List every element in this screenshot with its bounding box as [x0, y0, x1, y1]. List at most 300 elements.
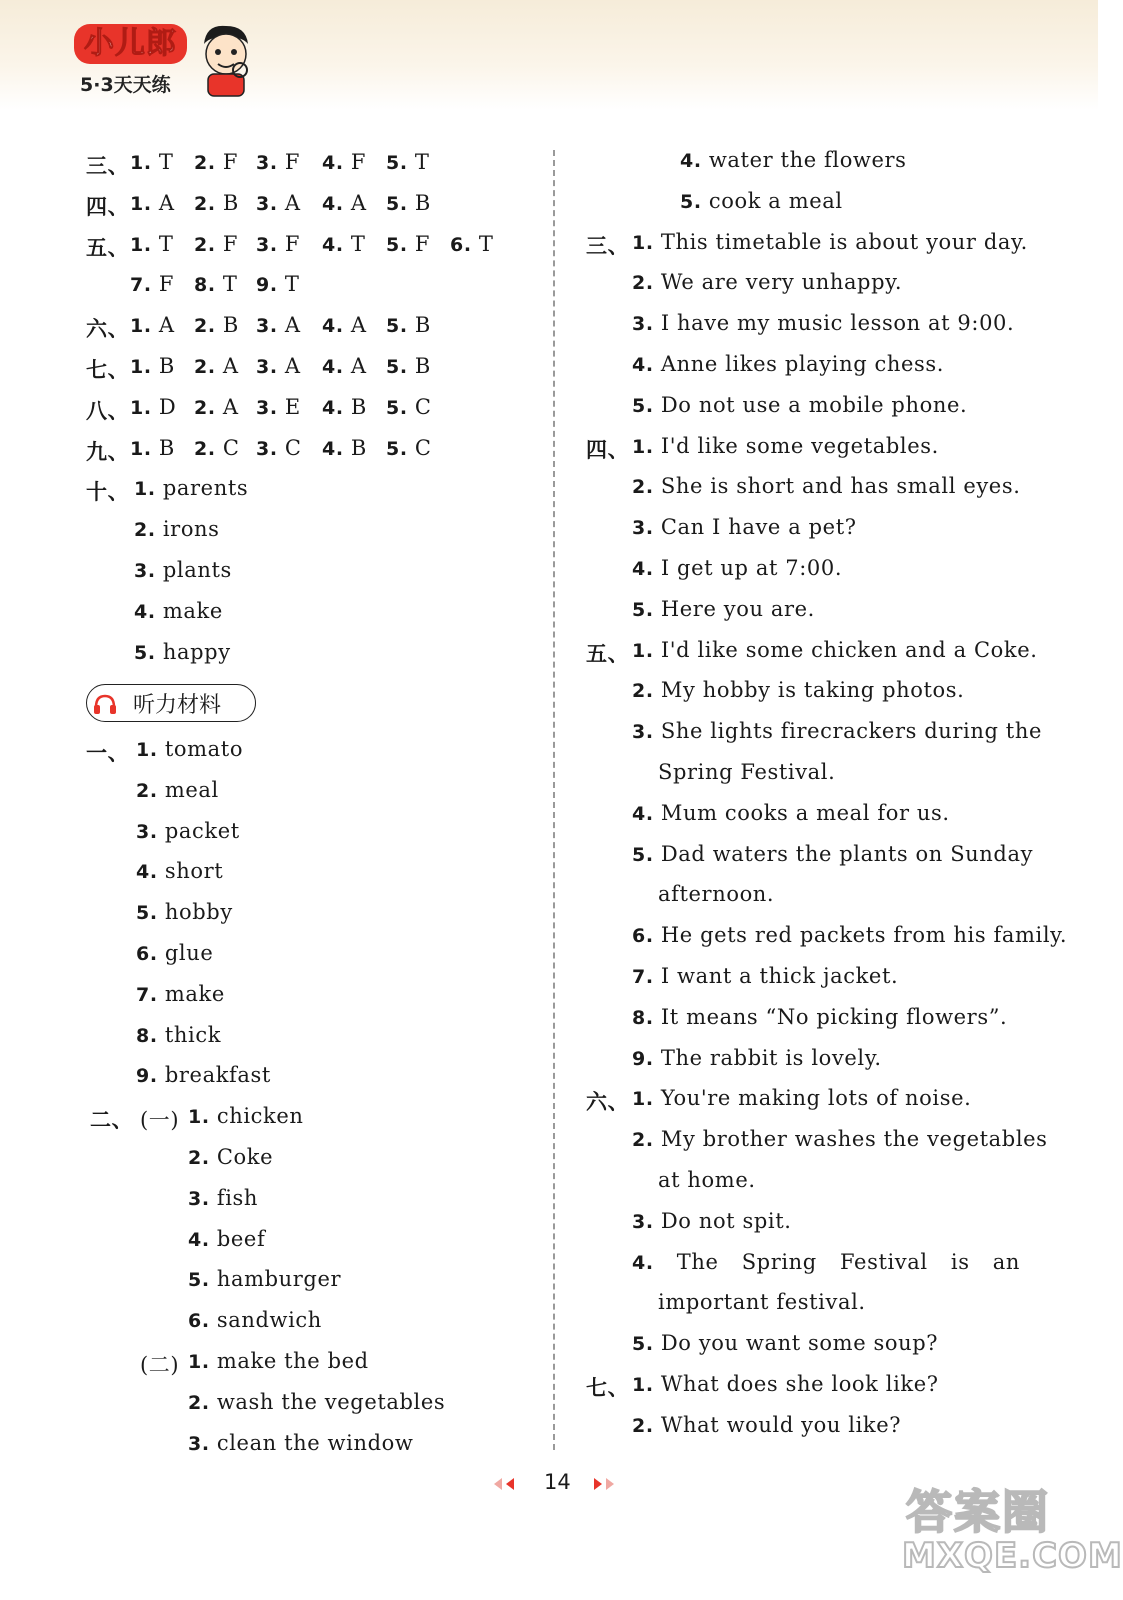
item-text: T [151, 150, 174, 174]
sentence-line [632, 515, 857, 539]
item-text: F [215, 231, 239, 256]
item-number: 9. [136, 1065, 165, 1088]
item-number: 4. [322, 315, 344, 338]
item-text: B [151, 354, 175, 378]
item-text: water the flowers [708, 148, 907, 172]
section-marker: 四、 [586, 437, 630, 462]
sentence-line [632, 964, 898, 988]
next-arrows-icon [590, 1476, 624, 1492]
item-text: What does she look like? [660, 1372, 939, 1396]
item-text: C [215, 435, 240, 460]
item-number: 3. [256, 437, 278, 460]
item-number: 4. [322, 356, 344, 378]
answer-item [322, 436, 367, 460]
item-text: cook a meal [708, 188, 843, 213]
item-number: 1. [632, 435, 661, 458]
section-marker: 五、 [86, 235, 130, 260]
sentence-line [632, 1086, 971, 1110]
item-text: C [407, 394, 432, 419]
item-text: make [162, 598, 223, 623]
item-number: 3. [256, 396, 278, 419]
item-number: 4. [632, 558, 661, 580]
answer-item [256, 232, 300, 256]
item-text: A [277, 313, 301, 338]
item-number: 1. [632, 1088, 661, 1111]
item-text: We are very unhappy. [660, 270, 903, 295]
item-number: 7. [136, 983, 165, 1006]
column-divider [553, 150, 555, 1450]
item-number: 4. [134, 600, 163, 623]
sentence-line [632, 719, 1042, 743]
item-number: 4. [188, 1228, 217, 1251]
item-number: 5. [632, 843, 661, 866]
answer-line [134, 476, 248, 500]
item-text: Anne likes playing chess. [660, 352, 945, 376]
answer-item [194, 272, 238, 296]
item-text: T [277, 272, 300, 297]
item-number: 2. [188, 1147, 217, 1169]
item-number: 4. [322, 396, 344, 419]
listening-word [188, 1227, 265, 1251]
item-text: beef [216, 1226, 266, 1251]
item-number: 4. [322, 192, 344, 215]
answer-item [386, 313, 431, 337]
item-number: 1. [188, 1351, 217, 1373]
item-number: 1. [130, 152, 152, 174]
item-text: What would you like? [660, 1412, 902, 1437]
item-text: You're making lots of noise. [660, 1086, 972, 1111]
item-text: T [151, 231, 174, 256]
item-text: Do not use a mobile phone. [660, 392, 968, 417]
sub-part-label: (二) [140, 1353, 180, 1377]
answer-item [130, 395, 176, 419]
item-text: irons [162, 517, 220, 542]
section-marker: 五、 [586, 641, 630, 666]
item-text: This timetable is about your day. [660, 229, 1028, 254]
item-number: 3. [256, 356, 278, 378]
answer-item [194, 150, 238, 174]
item-number: 5. [386, 152, 408, 174]
sentence-line [632, 230, 1028, 254]
item-number: 6. [450, 233, 472, 256]
item-number: 4. [632, 354, 661, 376]
sentence-line [632, 1046, 882, 1070]
item-number: 3. [134, 560, 163, 582]
item-number: 1. [188, 1106, 217, 1129]
item-number: 3. [136, 820, 165, 843]
item-number: 4. [322, 437, 344, 460]
item-number: 5. [386, 233, 408, 256]
item-text: A [343, 190, 367, 215]
item-text: F [215, 150, 239, 174]
section-marker: 十、 [86, 480, 130, 505]
item-number: 8. [632, 1006, 661, 1029]
item-text: I get up at 7:00. [660, 556, 843, 580]
sentence-line [632, 801, 950, 825]
listening-word [136, 982, 225, 1006]
item-number: 2. [632, 680, 661, 703]
answer-item [386, 354, 431, 378]
item-text: F [343, 150, 367, 174]
item-number: 4. [136, 861, 165, 884]
answer-line [134, 517, 220, 541]
item-number: 2. [194, 315, 216, 338]
answer-item [322, 191, 367, 215]
item-number: 5. [136, 902, 165, 925]
item-text: E [277, 394, 301, 419]
answer-item [256, 150, 300, 174]
item-number: 6. [188, 1310, 217, 1333]
item-text: happy [162, 639, 231, 664]
item-number: 6. [136, 943, 165, 965]
listening-word [136, 941, 213, 965]
sentence-line [632, 597, 815, 621]
item-text: glue [164, 941, 214, 965]
item-number: 4. [680, 150, 709, 172]
item-text: B [407, 354, 431, 378]
section-marker: 二、 [90, 1108, 134, 1133]
sentence-line [632, 842, 1033, 866]
listening-word [136, 778, 219, 802]
item-number: 5. [386, 315, 408, 338]
item-text: A [215, 354, 239, 378]
item-text: T [407, 150, 430, 174]
listening-word [188, 1308, 322, 1332]
listening-word [136, 859, 223, 883]
item-text: thick [164, 1022, 222, 1047]
item-text: T [343, 231, 366, 256]
watermark-top: 答案圈 [906, 1485, 1050, 1539]
section-marker: 一、 [86, 741, 130, 765]
item-number: 1. [632, 639, 661, 662]
answer-item [194, 354, 239, 378]
item-text: Coke [216, 1145, 274, 1169]
sentence-line [632, 638, 1038, 662]
page-navigation [490, 1470, 640, 1500]
item-number: 3. [256, 152, 278, 174]
item-text: parents [162, 476, 249, 501]
sentence-continuation [658, 882, 774, 906]
answer-line [134, 558, 232, 582]
listening-word [188, 1186, 258, 1210]
item-number: 8. [136, 1024, 165, 1047]
answer-item [194, 191, 239, 215]
sentence-continuation [658, 1168, 756, 1192]
sentence-continuation [658, 760, 835, 784]
listening-phrase [680, 189, 843, 213]
item-text: make the bed [216, 1349, 369, 1373]
item-text: The Spring Festival is an [676, 1249, 1020, 1274]
section-marker: 三、 [86, 154, 130, 178]
item-text: A [151, 313, 175, 338]
item-text: make [164, 981, 225, 1006]
answer-item [386, 232, 430, 256]
mascot-icon [196, 22, 254, 98]
listening-phrase [188, 1390, 445, 1414]
listening-word [136, 1023, 221, 1047]
answer-item [322, 150, 366, 174]
sentence-line [632, 434, 939, 458]
item-number: 3. [632, 517, 661, 540]
item-number: 1. [130, 437, 152, 460]
answer-item [322, 232, 366, 256]
item-text: hobby [164, 900, 233, 925]
item-number: 3. [632, 721, 661, 744]
item-number: 2. [134, 519, 163, 542]
item-text: packet [164, 818, 240, 843]
item-text: F [277, 231, 301, 256]
item-text: tomato [164, 737, 244, 761]
previous-arrows-icon [492, 1476, 526, 1492]
listening-word [136, 900, 233, 924]
item-number: 5. [188, 1269, 217, 1292]
section-marker: 八、 [86, 398, 130, 423]
sentence-line [632, 311, 1014, 335]
sentence-line [632, 474, 1021, 498]
section-marker: 六、 [86, 317, 130, 342]
answer-line [134, 640, 231, 664]
item-number: 6. [632, 925, 661, 948]
sub-part-label: (一) [140, 1108, 180, 1133]
item-text: D [151, 394, 177, 419]
item-text: C [277, 435, 302, 460]
listening-word [188, 1267, 341, 1291]
item-text: F [151, 272, 175, 297]
section-marker: 四、 [86, 194, 130, 219]
item-text: A [151, 190, 175, 215]
watermark [902, 1476, 1123, 1586]
item-number: 4. [322, 152, 344, 174]
item-number: 2. [136, 779, 165, 802]
item-number: 5. [680, 190, 709, 213]
item-number: 2. [632, 272, 661, 295]
item-text: F [407, 231, 431, 256]
answer-item [130, 436, 175, 460]
item-number: 2. [194, 233, 216, 256]
answer-item [130, 313, 175, 337]
item-number: 1. [130, 192, 152, 215]
item-text: A [343, 313, 367, 338]
item-text: Mum cooks a meal for us. [660, 800, 950, 825]
sentence-line [632, 1331, 938, 1355]
answer-item [130, 272, 174, 296]
answer-item [130, 232, 174, 256]
item-text: The rabbit is lovely. [660, 1045, 882, 1070]
item-number: 9. [632, 1047, 661, 1070]
item-number: 1. [632, 1374, 661, 1396]
item-number: 5. [386, 396, 408, 419]
answer-item [386, 395, 432, 419]
listening-label-text: 听力材料 [133, 693, 222, 718]
item-text: She is short and has small eyes. [660, 474, 1021, 499]
listening-word [188, 1145, 273, 1169]
item-number: 8. [194, 274, 216, 297]
answer-item [130, 354, 175, 378]
listening-phrase [188, 1349, 369, 1373]
item-text: B [343, 394, 367, 419]
item-number: 1. [130, 356, 152, 378]
item-text: A [215, 394, 239, 419]
answer-item [256, 436, 302, 460]
answer-item [322, 395, 367, 419]
item-number: 7. [130, 274, 152, 297]
item-text: A [277, 354, 301, 378]
listening-word [136, 819, 240, 843]
item-number: 5. [386, 356, 408, 378]
item-number: 5. [386, 437, 408, 460]
item-text: meal [164, 777, 219, 802]
answer-item [256, 272, 300, 296]
logo-title: 小儿郎 [74, 24, 187, 64]
answer-item [194, 436, 240, 460]
item-number: 2. [194, 396, 216, 419]
item-text: Dad waters the plants on Sunday [660, 841, 1034, 866]
item-number: 2. [632, 1414, 661, 1437]
answer-item [386, 150, 430, 174]
item-text: short [164, 859, 224, 884]
answer-item [450, 232, 494, 256]
item-text: T [471, 231, 494, 256]
listening-word [136, 737, 243, 761]
item-number: 3. [632, 313, 661, 336]
answer-item [256, 395, 301, 419]
item-number: 1. [632, 231, 661, 254]
item-text: B [215, 313, 239, 338]
sentence-line [632, 1005, 1007, 1029]
item-number: 1. [134, 478, 163, 501]
item-text: B [407, 313, 431, 338]
item-text: C [407, 435, 432, 460]
item-number: 5. [134, 641, 163, 664]
listening-phrase [188, 1431, 413, 1455]
item-number: 1. [130, 233, 152, 256]
listening-material-label [86, 684, 256, 722]
item-text: She lights firecrackers during the [660, 719, 1043, 744]
publisher-logo [72, 20, 262, 100]
section-marker: 九、 [86, 439, 130, 464]
item-text: B [215, 190, 239, 215]
sentence-line [632, 1127, 1048, 1151]
page-number: 14 [544, 1470, 571, 1494]
listening-word [188, 1104, 304, 1128]
answer-item [194, 313, 239, 337]
item-text: A [277, 190, 301, 215]
item-number: 3. [256, 192, 278, 215]
sentence-line [632, 270, 902, 294]
item-number: 2. [194, 152, 216, 174]
sentence-line [632, 678, 964, 702]
item-number: 5. [632, 1333, 661, 1356]
item-number: 3. [256, 315, 278, 338]
answer-item [194, 232, 238, 256]
answer-item [130, 191, 175, 215]
item-number: 3. [188, 1432, 217, 1455]
item-text: sandwich [216, 1308, 322, 1333]
item-number: 2. [188, 1391, 217, 1414]
item-text: important festival. [658, 1290, 866, 1315]
headphones-icon [93, 693, 117, 715]
item-number: 1. [130, 315, 152, 338]
section-marker: 六、 [586, 1090, 630, 1115]
item-number: 4. [322, 233, 344, 256]
item-text: My brother washes the vegetables [660, 1127, 1048, 1152]
item-number: 1. [130, 396, 152, 419]
item-text: afternoon. [658, 882, 775, 907]
item-number: 3. [188, 1187, 217, 1210]
item-number: 5. [632, 394, 661, 417]
item-number: 2. [632, 1129, 661, 1152]
item-text: B [407, 190, 431, 215]
item-text: I have my music lesson at 9:00. [660, 311, 1015, 336]
item-number: 4. [632, 802, 661, 825]
sentence-line [632, 923, 1067, 947]
item-number: 3. [256, 233, 278, 256]
item-text: It means “No picking flowers”. [660, 1004, 1008, 1029]
item-text: plants [162, 558, 232, 582]
item-text: I'd like some chicken and a Coke. [660, 637, 1038, 662]
item-text: He gets red packets from his family. [660, 923, 1068, 948]
watermark-bottom: MXQE.COM [902, 1536, 1123, 1576]
answer-item [194, 395, 239, 419]
item-text: hamburger [216, 1267, 342, 1292]
sentence-line [632, 1250, 1020, 1274]
item-text: Spring Festival. [658, 760, 836, 784]
answer-item [322, 354, 367, 378]
logo-subtitle: 5·3天天练 [80, 74, 171, 96]
item-text: My hobby is taking photos. [660, 678, 965, 703]
item-number: 2. [194, 437, 216, 460]
sentence-line [632, 393, 967, 417]
item-text: breakfast [164, 1063, 271, 1088]
section-marker: 七、 [86, 358, 130, 382]
answer-item [322, 313, 367, 337]
sentence-continuation [658, 1290, 866, 1314]
item-text: I want a thick jacket. [660, 964, 899, 988]
listening-word [136, 1063, 271, 1087]
item-text: A [343, 354, 367, 378]
item-text: fish [216, 1185, 259, 1210]
item-number: 4. [632, 1251, 677, 1274]
item-number: 3. [632, 1210, 661, 1233]
sentence-line [632, 1209, 792, 1233]
item-number: 5. [632, 598, 661, 621]
item-text: clean the window [216, 1430, 414, 1455]
item-number: 9. [256, 274, 278, 297]
item-text: Here you are. [660, 596, 815, 621]
item-text: I'd like some vegetables. [660, 433, 939, 458]
item-text: Can I have a pet? [660, 515, 857, 540]
item-number: 7. [632, 966, 661, 988]
sentence-line [632, 1413, 901, 1437]
section-marker: 三、 [586, 233, 630, 258]
answer-item [256, 191, 301, 215]
answer-item [386, 191, 431, 215]
item-text: Do you want some soup? [660, 1331, 939, 1356]
sentence-line [632, 352, 944, 376]
item-number: 2. [194, 192, 216, 215]
item-text: Do not spit. [660, 1208, 792, 1233]
answer-item [386, 436, 432, 460]
item-text: chicken [216, 1104, 304, 1129]
answer-line [134, 599, 223, 623]
item-text: at home. [658, 1168, 756, 1192]
item-number: 1. [136, 739, 165, 761]
answer-item [256, 313, 301, 337]
section-marker: 七、 [586, 1376, 630, 1400]
listening-phrase [680, 148, 907, 172]
item-text: B [151, 435, 175, 460]
item-number: 2. [194, 356, 216, 378]
